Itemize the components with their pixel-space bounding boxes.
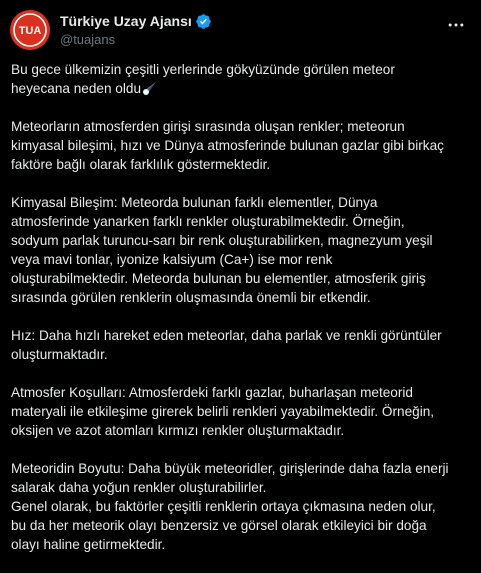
text-line: faktöre bağlı olarak farklılık göstermektedir. bbox=[11, 157, 271, 172]
text-line: materyali ile etkileşime girerek belirli renkleri yayabilmektedir. Örneğin, bbox=[11, 404, 435, 419]
avatar[interactable] bbox=[10, 10, 50, 50]
paragraph-size bbox=[11, 459, 473, 554]
text-line: heyecana neden oldu bbox=[11, 81, 142, 96]
text-line: bu da her meteorik olayı benzersiz ve görsel olarak etkileyici bir doğa bbox=[11, 518, 427, 533]
text-line: olayı haline getirmektedir. bbox=[11, 537, 166, 552]
account-handle[interactable]: @tuajans bbox=[60, 32, 116, 47]
text-line: Kimyasal Bileşim: Meteorda bulunan farklı elementler, Dünya bbox=[11, 195, 378, 210]
paragraph-atmosphere bbox=[11, 383, 473, 440]
text-line-with-emoji bbox=[11, 79, 473, 98]
text-line: Meteorların atmosferden girişi sırasında oluşan renkler; meteorun bbox=[11, 119, 405, 134]
text-line: Atmosfer Koşulları: Atmosferdeki farklı gazlar, buharlaşan meteorid bbox=[11, 385, 413, 400]
paragraph-colors bbox=[11, 117, 473, 174]
display-name-row bbox=[60, 12, 212, 30]
text-line: Meteoridin Boyutu: Daha büyük meteoridler, girişlerinde daha fazla enerji bbox=[11, 461, 449, 476]
more-options-icon[interactable] bbox=[445, 14, 467, 36]
paragraph-intro bbox=[11, 60, 473, 98]
text-line: sırasında görülen renklerin oluşmasında önemli bir etkendir. bbox=[11, 290, 371, 305]
tweet-header bbox=[0, 0, 481, 52]
text-line: kimyasal bileşimi, hızı ve Dünya atmosferinde bulunan gazlar gibi birkaç bbox=[11, 138, 444, 153]
tweet-text bbox=[11, 60, 473, 554]
text-line: Hız: Daha hızlı hareket eden meteorlar, daha parlak ve renkli görüntüler bbox=[11, 328, 442, 343]
text-line: oksijen ve azot atomları kırmızı renkler oluşturmaktadır. bbox=[11, 423, 345, 438]
text-line: oluşturabilmektedir. Meteorda bulunan bu elementler, atmosferik giriş bbox=[11, 271, 426, 286]
text-line: oluşturmaktadır. bbox=[11, 347, 108, 362]
paragraph-speed bbox=[11, 326, 473, 364]
paragraph-chemical-composition bbox=[11, 193, 473, 307]
text-line: atmosferinde yanarken farklı renkler oluşturabilmektedir. Örneğin, bbox=[11, 214, 405, 229]
text-line: Bu gece ülkemizin çeşitli yerlerinde gökyüzünde görülen meteor bbox=[11, 62, 395, 77]
text-line: Genel olarak, bu faktörler çeşitli renklerin ortaya çıkmasına neden olur, bbox=[11, 499, 436, 514]
verified-badge-icon[interactable] bbox=[195, 13, 212, 30]
tua-logo bbox=[10, 10, 50, 50]
account-names bbox=[60, 12, 212, 47]
text-line: salarak daha yoğun renkler oluşturabilirler. bbox=[11, 480, 267, 495]
comet-emoji-icon bbox=[142, 80, 158, 96]
text-line: veya mavi tonlar, iyonize kalsiyum (Ca+) ise mor renk bbox=[11, 252, 333, 267]
text-line: sodyum parlak turuncu-sarı bir renk oluşturabilirken, magnezyum yeşil bbox=[11, 233, 433, 248]
svg-text:TUA: TUA bbox=[18, 25, 42, 37]
display-name[interactable]: Türkiye Uzay Ajansı bbox=[60, 13, 192, 29]
